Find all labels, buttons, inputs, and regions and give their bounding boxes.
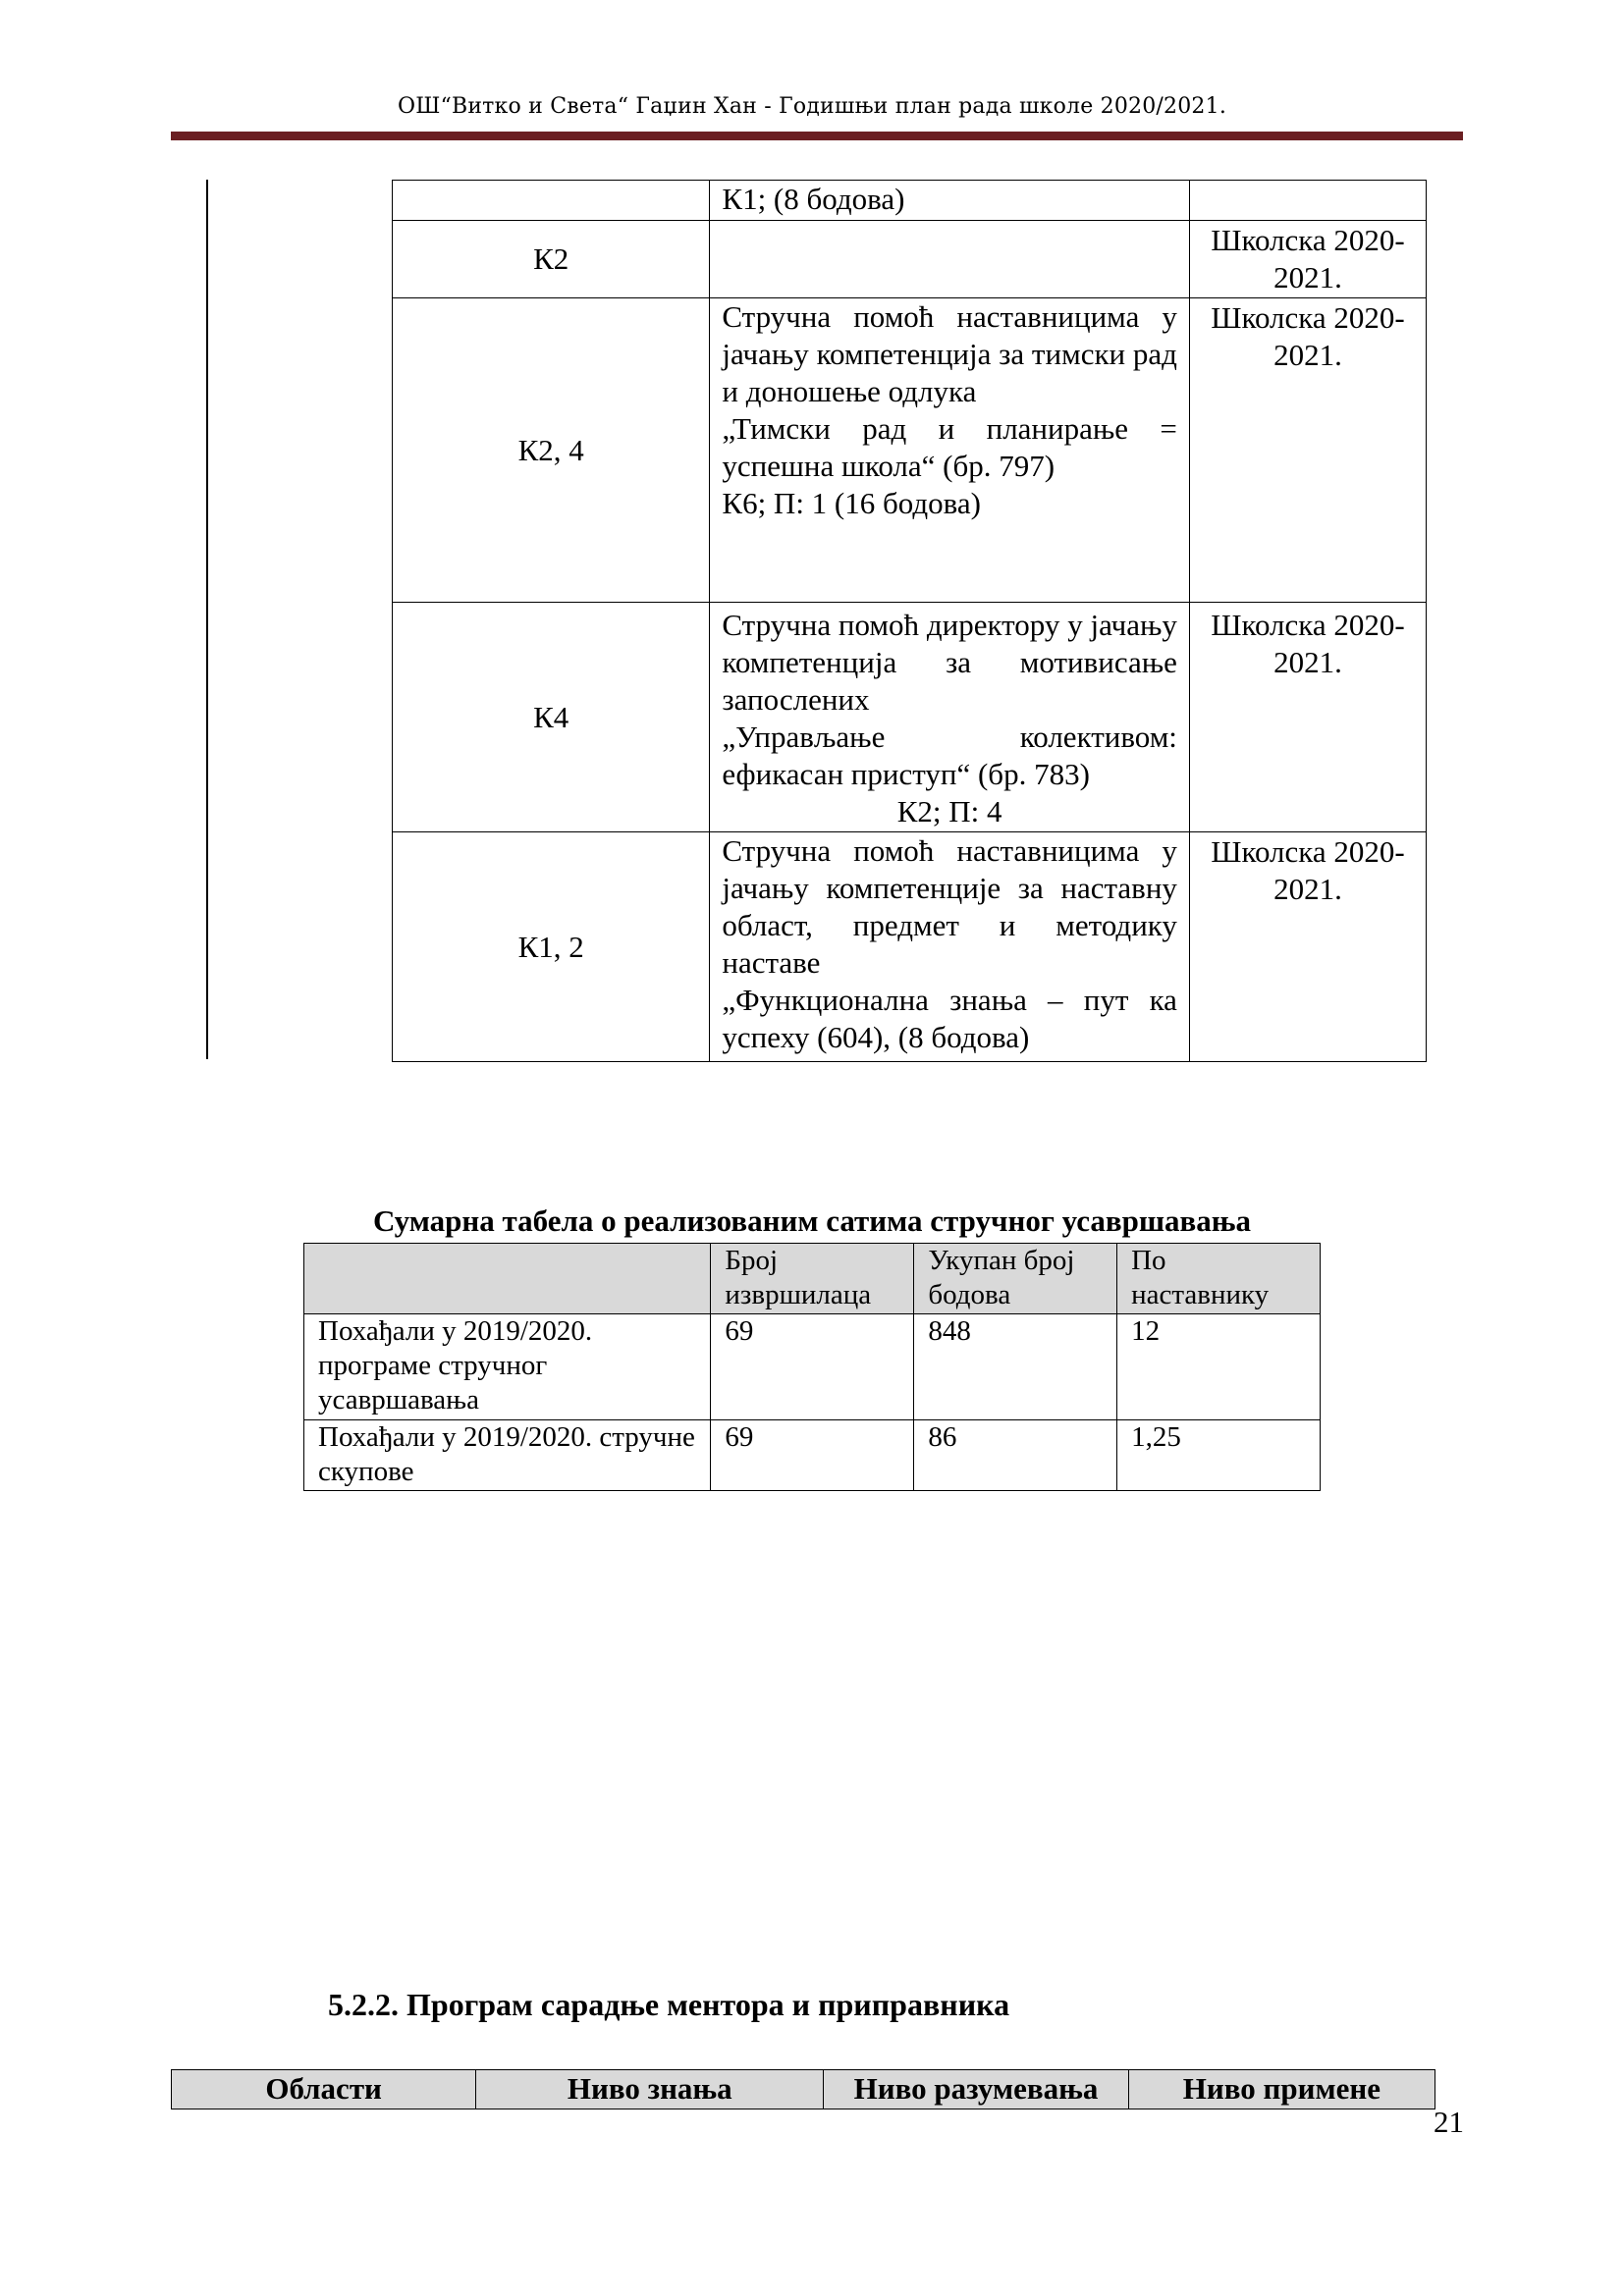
table-cell <box>710 181 1190 221</box>
table-row <box>304 1420 1321 1491</box>
column-header: Ниво знања <box>476 2070 824 2109</box>
table-cell: Школска 2020-2021. <box>1189 221 1426 298</box>
table-cell <box>710 603 1190 832</box>
table-cell: К2, 4 <box>393 298 710 603</box>
column-header: Ниво примене <box>1128 2070 1435 2109</box>
table-cell <box>1189 181 1426 221</box>
cell-text: К2; П: 4 <box>896 794 1002 828</box>
table-row <box>393 298 1427 603</box>
table-cell: Похађали у 2019/2020. програме стручног усавршавања <box>304 1314 711 1420</box>
table-cell: 86 <box>914 1420 1117 1491</box>
table-cell: 1,25 <box>1117 1420 1321 1491</box>
cell-text: Стручна помоћ директору у јачању компетенција за мотивисање запослених <box>722 608 1177 717</box>
column-header: Ниво разумевања <box>824 2070 1128 2109</box>
summary-table <box>303 1243 1321 1491</box>
table-row <box>393 221 1427 298</box>
table-cell: К2 <box>393 221 710 298</box>
table-row <box>393 832 1427 1062</box>
cell-text: „Функционална знања – пут ка успеху (604), (8 бодова) <box>722 983 1177 1054</box>
cell-text: Стручна помоћ наставницима у јачању компетенције за наставну област, предмет и методику наставе <box>722 833 1177 980</box>
table-cell: 69 <box>711 1420 914 1491</box>
table-cell <box>393 181 710 221</box>
table-row <box>393 181 1427 221</box>
cell-text: „Тимски рад и планирање = успешна школа“ (бр. 797) <box>722 411 1177 483</box>
column-header <box>304 1244 711 1314</box>
table-row <box>304 1314 1321 1420</box>
table-cell: Школска 2020-2021. <box>1189 603 1426 832</box>
table-cell: К1, 2 <box>393 832 710 1062</box>
cell-text: „Управљање колективом: ефикасан приступ“ (бр. 783) <box>722 720 1177 791</box>
column-header: Области <box>172 2070 476 2109</box>
table-cell: 12 <box>1117 1314 1321 1420</box>
table-cell <box>710 221 1190 298</box>
table-row <box>393 603 1427 832</box>
table-header-row <box>172 2070 1435 2109</box>
column-header: Број извршилаца <box>711 1244 914 1314</box>
header-divider <box>171 132 1463 140</box>
cell-text: К1; (8 бодова) <box>722 182 905 216</box>
page-number: 21 <box>1434 2105 1464 2139</box>
margin-rule <box>206 180 208 1059</box>
table-cell: 848 <box>914 1314 1117 1420</box>
training-table <box>392 180 1427 1062</box>
table-cell <box>710 298 1190 603</box>
table-cell <box>710 832 1190 1062</box>
table-cell: Школска 2020-2021. <box>1189 298 1426 603</box>
section-heading: 5.2.2. Програм сарадње ментора и приправника <box>328 1987 1010 2022</box>
table-cell: Похађали у 2019/2020. стручне скупове <box>304 1420 711 1491</box>
cell-text: Стручна помоћ наставницима у јачању компетенција за тимски рад и доношење одлука <box>722 299 1177 408</box>
column-header: По наставнику <box>1117 1244 1321 1314</box>
cell-text: К6; П: 1 (16 бодова) <box>722 486 981 520</box>
table-cell: К4 <box>393 603 710 832</box>
table-cell: 69 <box>711 1314 914 1420</box>
table-header-row <box>304 1244 1321 1314</box>
summary-table-title: Сумарна табела о реализованим сатима стручног усавршавања <box>373 1203 1251 1238</box>
mentor-table <box>171 2069 1435 2109</box>
column-header: Укупан број бодова <box>914 1244 1117 1314</box>
table-cell: Школска 2020-2021. <box>1189 832 1426 1062</box>
page-header-title: ОШ“Витко и Света“ Гаџин Хан - Годишњи план рада школе 2020/2021. <box>397 94 1227 119</box>
